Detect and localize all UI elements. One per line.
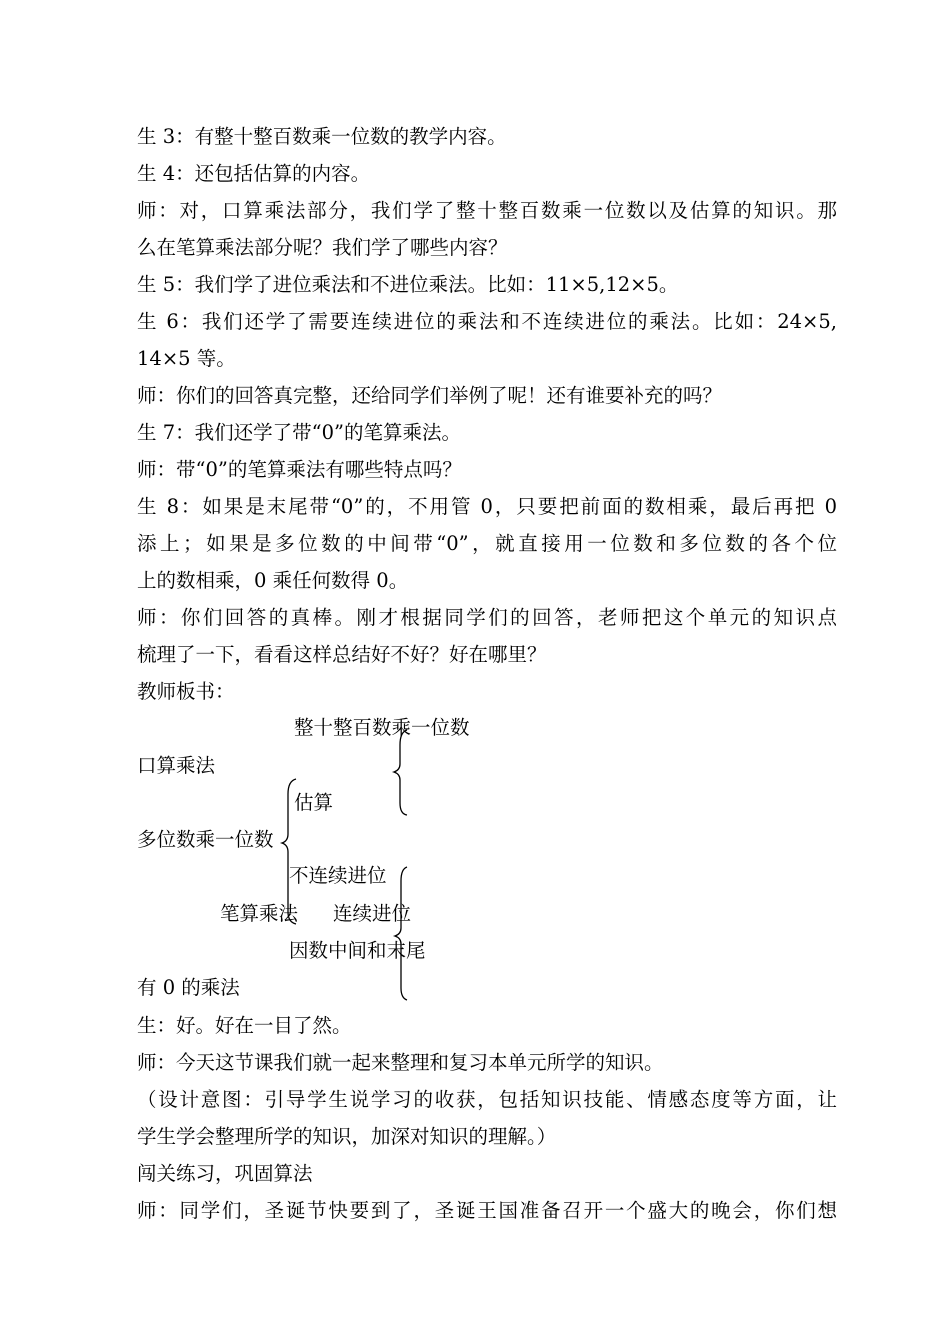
board-item: 不连续进位 [289,864,387,887]
paragraph-line: 生：好。好在一目了然。 [137,1014,352,1037]
board-item: 口算乘法 [137,754,216,777]
board-item: 多位数乘一位数 [137,828,274,851]
paragraph-line: 师：带“0”的笔算乘法有哪些特点吗？ [137,458,462,481]
paragraph-line: 生 4：还包括估算的内容。 [137,162,371,185]
paragraph-line: 生 6：我们还学了需要连续进位的乘法和不连续进位的乘法。比如：24×5, [137,310,837,333]
paragraph-line: 上的数相乘，0 乘任何数得 0。 [137,569,409,592]
paragraph-line: 师：同学们，圣诞节快要到了，圣诞王国准备召开一个盛大的晚会，你们想 [137,1199,837,1222]
paragraph-line: 师：今天这节课我们就一起来整理和复习本单元所学的知识。 [137,1051,664,1074]
paragraph-line: 师：对，口算乘法部分，我们学了整十整百数乘一位数以及估算的知识。那 [137,199,837,222]
board-item: 估算 [294,791,334,814]
board-item: 因数中间和末尾 [289,939,426,962]
paragraph-line: 师：你们的回答真完整，还给同学们举例了呢！还有谁要补充的吗？ [137,384,723,407]
paragraph-line: 梳理了一下，看看这样总结好不好？好在哪里？ [137,643,547,666]
board-item: 有 0 的乘法 [137,976,240,999]
paragraph-line: 师：你们回答的真棒。刚才根据同学们的回答，老师把这个单元的知识点 [137,606,837,629]
paragraph-line: 14×5 等。 [137,347,236,370]
paragraph-line: （设计意图：引导学生说学习的收获，包括知识技能、情感态度等方面，让 [137,1088,837,1111]
paragraph-line: 教师板书： [137,680,235,703]
board-item: 连续进位 [333,902,412,925]
section-heading: 闯关练习，巩固算法 [137,1162,313,1185]
paragraph-line: 添上；如果是多位数的中间带“0”，就直接用一位数和多位数的各个位 [137,532,837,555]
paragraph-line: 学生学会整理所学的知识，加深对知识的理解。） [137,1125,557,1148]
board-item: 笔算乘法 [220,902,299,925]
brace-oral [394,730,407,815]
paragraph-line: 生 8：如果是末尾带“0”的，不用管 0，只要把前面的数相乘，最后再把 0 [137,495,837,518]
paragraph-line: 生 7：我们还学了带“0”的笔算乘法。 [137,421,461,444]
paragraph-line: 生 5：我们学了进位乘法和不进位乘法。比如：11×5,12×5。 [137,273,679,296]
brace-written [395,867,407,1000]
paragraph-line: 生 3：有整十整百数乘一位数的教学内容。 [137,125,507,148]
paragraph-line: 么在笔算乘法部分呢？我们学了哪些内容？ [137,236,508,259]
board-item: 整十整百数乘一位数 [294,716,470,739]
